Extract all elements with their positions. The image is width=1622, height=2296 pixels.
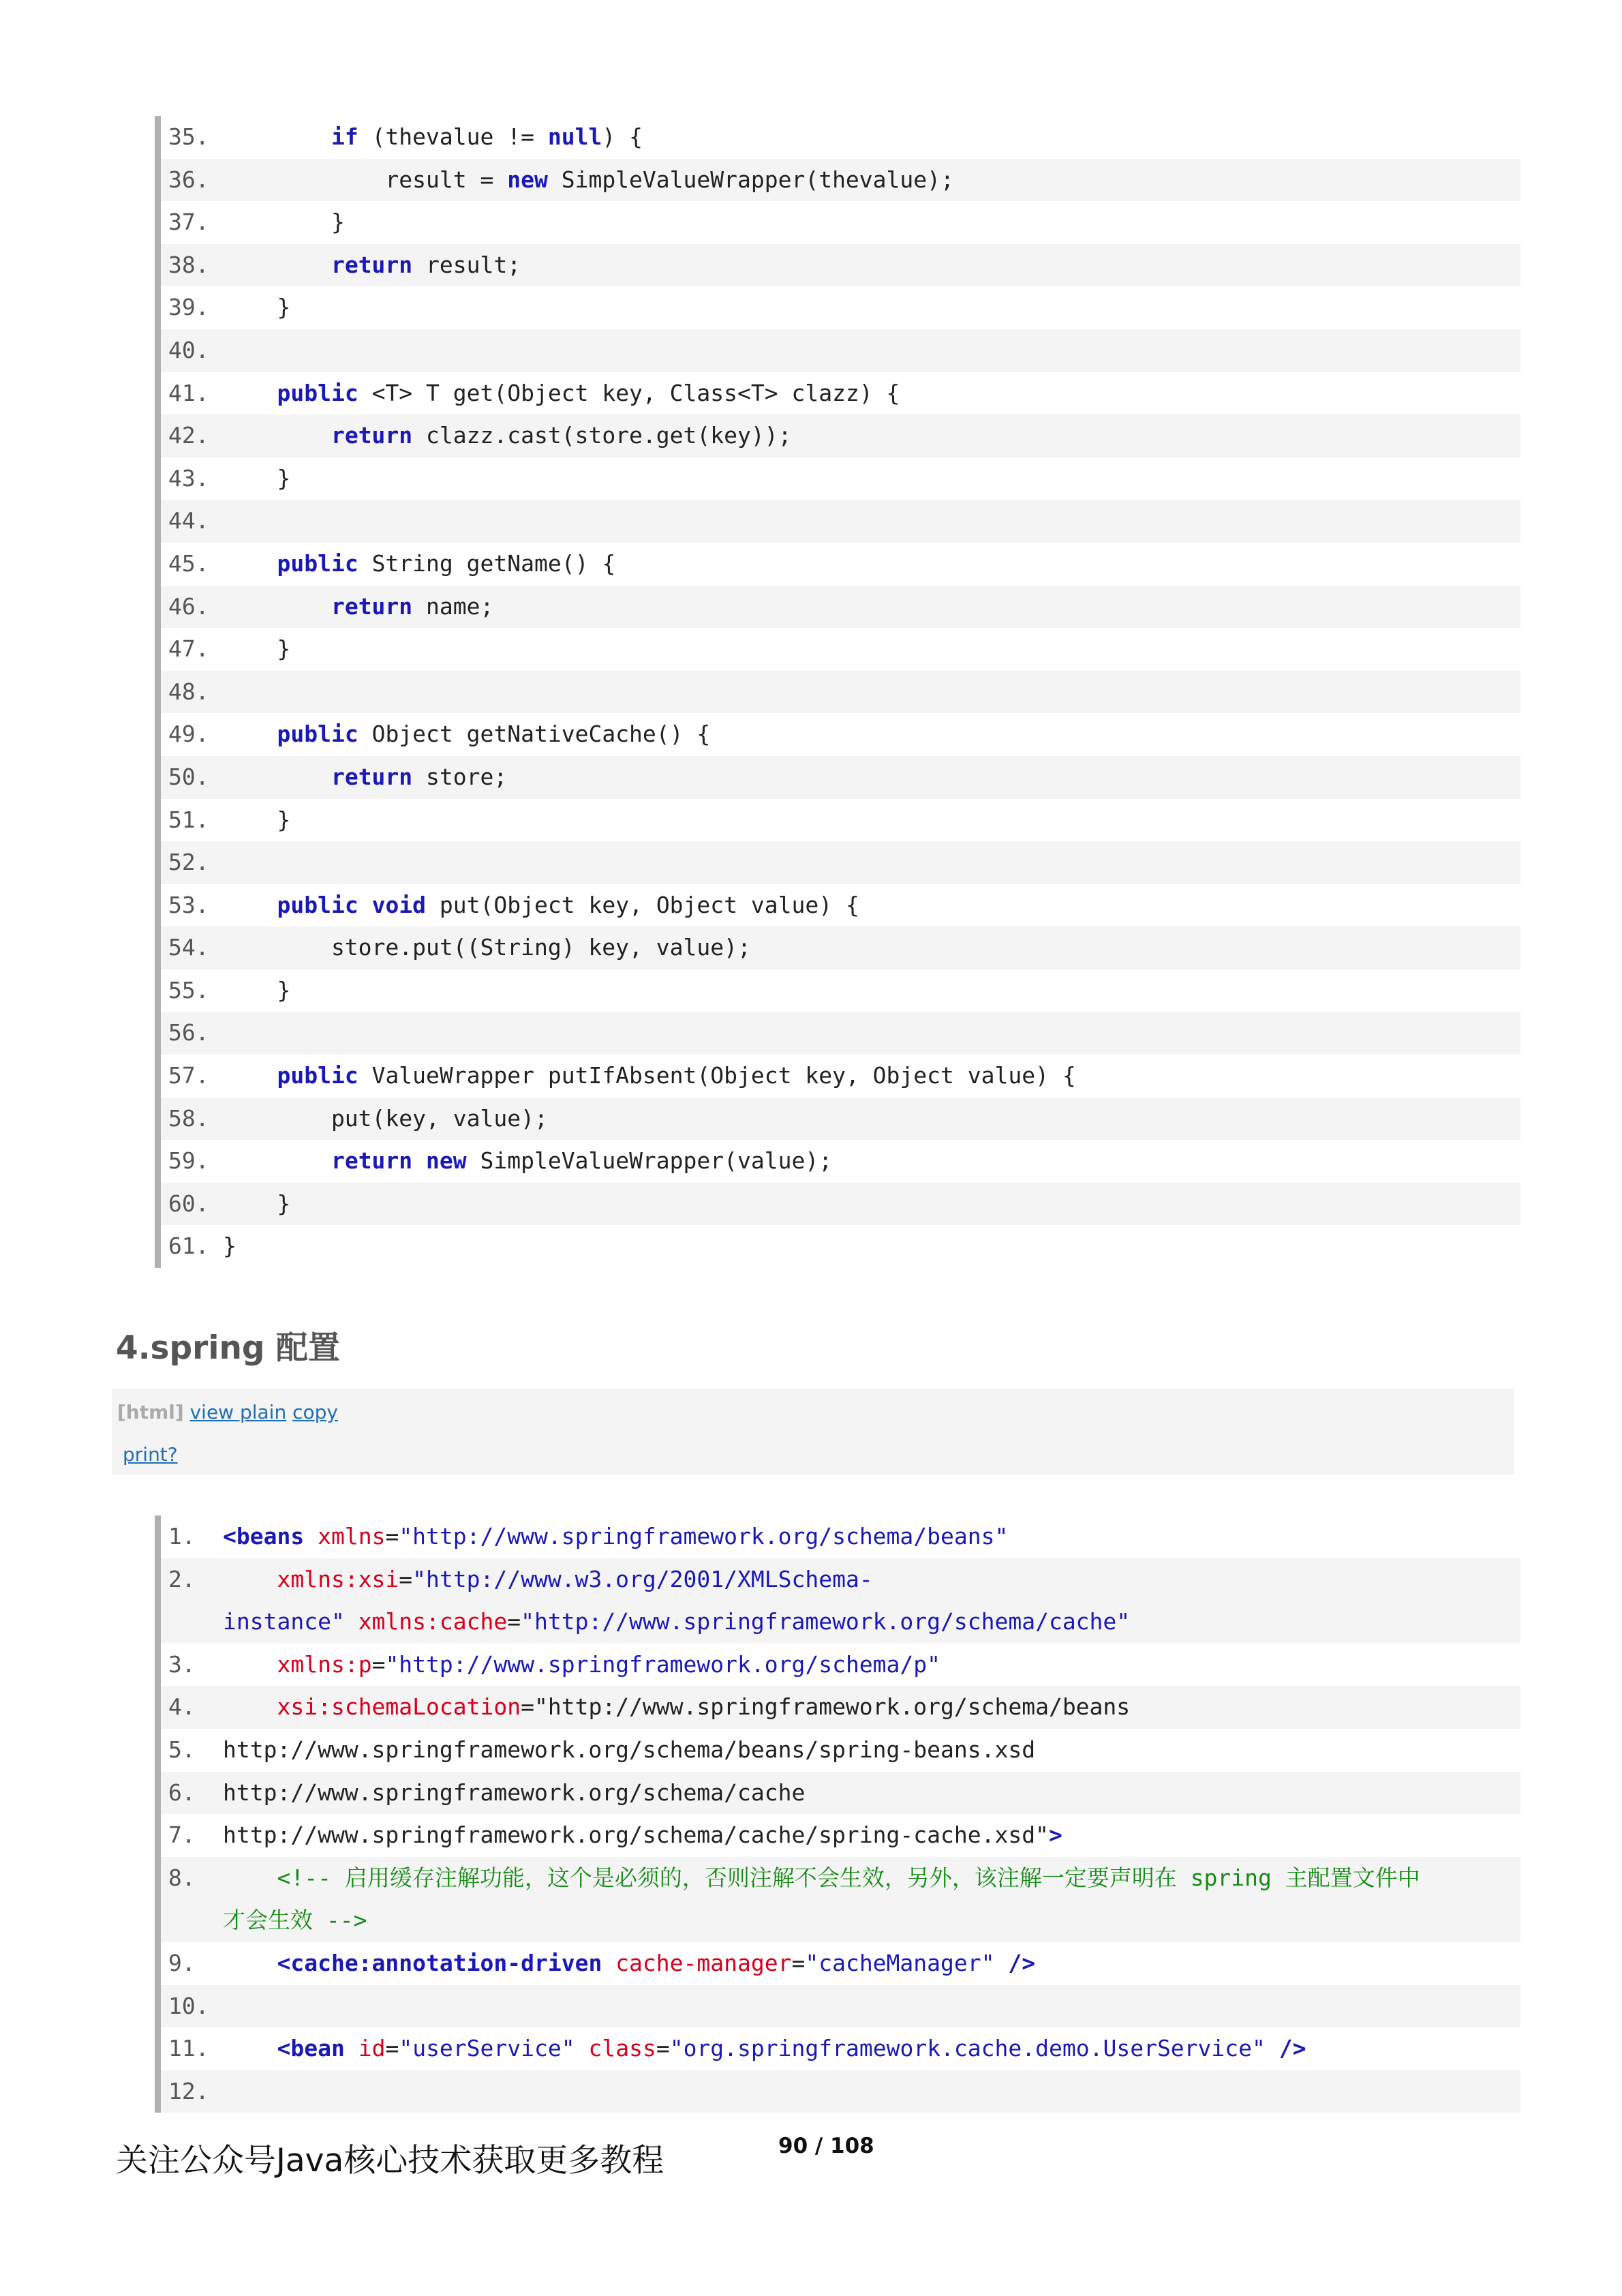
line-number: 61. (168, 1233, 209, 1260)
code-token: http://www.springframework.org/schema/beans/spring-beans.xsd (223, 1736, 1036, 1763)
code-token: 才会生效 --> (223, 1907, 367, 1934)
code-line (161, 1729, 1520, 1772)
code-token: } (223, 1190, 291, 1217)
code-text (223, 1729, 1520, 1772)
code-line-body (223, 457, 1520, 500)
code-line-body (223, 1140, 1520, 1183)
code-line-body (223, 1644, 1520, 1687)
code-token (223, 1651, 277, 1678)
code-token: return (331, 592, 413, 620)
code-line-body (223, 756, 1520, 799)
code-token: xmlns:p (277, 1650, 372, 1678)
code-line-body (223, 116, 1520, 159)
code-line-body (223, 1225, 1520, 1268)
code-line-body (223, 586, 1520, 629)
line-number: 6. (168, 1779, 196, 1806)
code-text (223, 1942, 1520, 1985)
code-token: new (507, 166, 548, 193)
code-text (223, 926, 1520, 969)
code-token: } (223, 1233, 236, 1260)
code-token: /> (1008, 1949, 1036, 1976)
code-token: ="http://www.springframework.org/schema/beans (521, 1693, 1131, 1721)
code-text (223, 1183, 1520, 1226)
line-number: 40. (168, 336, 209, 363)
code-token (223, 123, 331, 150)
code-line (161, 1814, 1520, 1857)
code-text (223, 799, 1520, 842)
print-link[interactable]: print? (123, 1443, 178, 1466)
code-line-body (223, 713, 1520, 756)
code-line-body (223, 201, 1520, 244)
line-number: 60. (168, 1190, 209, 1217)
code-token (602, 1950, 615, 1976)
code-token: } (223, 209, 345, 236)
code-token (223, 1864, 277, 1891)
code-token: "http://www.w3.org/2001/XMLSchema- (412, 1565, 873, 1592)
code-token: = (399, 1565, 413, 1592)
line-number: 10. (168, 1992, 209, 2019)
line-number: 36. (168, 166, 209, 193)
line-number: 12. (168, 2077, 209, 2104)
code-token (223, 422, 331, 449)
code-text (223, 1814, 1520, 1857)
code-token: = (791, 1949, 806, 1976)
code-token: store; (412, 763, 508, 790)
code-token (223, 721, 277, 747)
code-line-body (223, 926, 1520, 969)
code-line-body (223, 1814, 1520, 1857)
page-number: 90 / 108 (778, 2134, 874, 2158)
code-line-body (223, 884, 1520, 927)
code-token: ) { (602, 123, 643, 150)
code-line (161, 500, 1520, 543)
code-line-body (223, 543, 1520, 586)
code-line-body (223, 1055, 1520, 1098)
code-line-body (223, 2027, 1520, 2070)
code-token: <bean (277, 2035, 345, 2062)
code-token (223, 2035, 277, 2061)
code-text (223, 1225, 1520, 1268)
code-token: /> (1279, 2035, 1306, 2062)
code-text (223, 1055, 1520, 1098)
code-token: = (507, 1608, 521, 1635)
line-number: 38. (168, 251, 209, 278)
code-line (161, 884, 1520, 927)
code-text (223, 201, 1520, 244)
code-line-body (223, 286, 1520, 329)
code-token: xmlns:xsi (277, 1565, 399, 1592)
code-token (223, 1566, 277, 1592)
code-token: store.put((String) key, value); (223, 934, 751, 961)
code-token (1266, 2035, 1279, 2061)
code-token: http://www.springframework.org/schema/cache/spring-cache.xsd" (223, 1822, 1049, 1849)
code-token: null (547, 123, 602, 150)
code-line (161, 1183, 1520, 1226)
code-text (223, 969, 1520, 1012)
code-line (161, 1225, 1520, 1268)
code-token (345, 1608, 358, 1635)
code-text (223, 756, 1520, 799)
code-token (223, 1062, 277, 1089)
line-number: 52. (168, 849, 209, 876)
code-line (161, 586, 1520, 629)
line-number: 41. (168, 379, 209, 406)
code-token: "http://www.springframework.org/schema/p" (385, 1650, 941, 1678)
code-line (161, 841, 1520, 884)
code-line-body (223, 628, 1520, 671)
code-token: return (331, 1147, 413, 1175)
line-number: 51. (168, 806, 209, 833)
line-number: 44. (168, 507, 209, 534)
line-number: 37. (168, 209, 209, 236)
code-token (223, 380, 277, 406)
code-token: clazz.cast(store.get(key)); (412, 422, 792, 449)
toolbar-row-2 (123, 1443, 178, 1466)
code-line-body (223, 159, 1520, 202)
code-text (223, 1644, 1520, 1687)
code-token: <beans (223, 1523, 305, 1550)
code-line (161, 1098, 1520, 1141)
line-number: 56. (168, 1019, 209, 1046)
code-token (575, 2035, 589, 2061)
code-token: if (331, 123, 358, 150)
code-token: xmlns:cache (358, 1608, 508, 1635)
code-token: http://www.springframework.org/schema/cache (223, 1779, 806, 1806)
code-token: cache-manager (615, 1949, 792, 1976)
code-token: } (223, 294, 291, 321)
code-token: put(key, value); (223, 1104, 548, 1132)
code-line (161, 2027, 1520, 2070)
code-line (161, 159, 1520, 202)
code-line (161, 329, 1520, 372)
line-number: 8. (168, 1864, 196, 1891)
code-text (168, 1601, 1520, 1644)
code-line (161, 1985, 1520, 2028)
code-line (161, 1857, 1520, 1942)
code-line-body (223, 1942, 1520, 1985)
toolbar-lang-label: [html] (117, 1401, 184, 1423)
code-text (223, 372, 1520, 415)
line-number: 59. (168, 1147, 209, 1175)
code-token (223, 1147, 331, 1174)
code-line (161, 201, 1520, 244)
code-token (223, 892, 277, 918)
code-line (161, 969, 1520, 1012)
code-line (161, 1644, 1520, 1687)
code-token: public (277, 379, 358, 406)
code-token: Object getNativeCache() { (358, 721, 711, 748)
code-line (161, 1012, 1520, 1055)
code-text (223, 1515, 1520, 1558)
code-token: = (371, 1650, 386, 1678)
code-token: <cache:annotation-driven (277, 1949, 602, 1976)
line-number: 7. (168, 1822, 196, 1849)
code-token: class (588, 2035, 656, 2062)
code-line-body (223, 1686, 1520, 1729)
code-line-body (223, 244, 1520, 287)
code-token: = (385, 1523, 399, 1550)
code-token: SimpleValueWrapper(value); (466, 1147, 833, 1175)
code-token: ValueWrapper putIfAbsent(Object key, Object value) { (358, 1062, 1076, 1089)
code-line (161, 457, 1520, 500)
code-line-body (223, 799, 1520, 842)
code-token (223, 1693, 277, 1720)
code-token: xmlns (318, 1523, 386, 1550)
code-token (345, 2035, 358, 2061)
line-number: 39. (168, 294, 209, 321)
toolbar-row (117, 1401, 338, 1423)
line-number: 48. (168, 678, 209, 705)
code-line (161, 372, 1520, 415)
code-line (161, 1140, 1520, 1183)
line-number: 42. (168, 422, 209, 449)
code-line (161, 1515, 1520, 1558)
code-text (223, 457, 1520, 500)
code-token: String getName() { (358, 549, 616, 577)
code-text (223, 2027, 1520, 2070)
code-text (223, 1098, 1520, 1141)
line-number: 58. (168, 1104, 209, 1132)
line-number: 9. (168, 1949, 196, 1976)
code-token: result = (223, 166, 508, 193)
code-block-xml (155, 1515, 1520, 2113)
code-token (412, 1147, 426, 1174)
code-line (161, 244, 1520, 287)
code-text (223, 414, 1520, 457)
line-number: 43. (168, 464, 209, 492)
code-token: public (277, 891, 358, 918)
code-text (223, 586, 1520, 629)
code-line-body (223, 1098, 1520, 1141)
line-number: 11. (168, 2035, 209, 2062)
footer-text: 关注公众号Java核心技术获取更多教程 (116, 2142, 664, 2179)
code-token (223, 252, 331, 278)
line-number: 54. (168, 934, 209, 961)
code-token: "org.springframework.cache.demo.UserService" (669, 2035, 1266, 2062)
code-line (161, 1942, 1520, 1985)
copy-link[interactable]: copy (292, 1401, 338, 1423)
line-number: 47. (168, 635, 209, 663)
code-token: } (223, 806, 291, 833)
code-token: } (223, 464, 291, 492)
code-token: name; (412, 592, 494, 620)
code-token: } (223, 976, 291, 1003)
code-line-body (223, 1558, 1520, 1644)
line-number: 1. (168, 1523, 196, 1550)
code-line (161, 628, 1520, 671)
code-text (223, 1140, 1520, 1183)
code-line (161, 926, 1520, 969)
code-token: > (1048, 1822, 1062, 1849)
code-text (223, 1857, 1520, 1900)
code-text (223, 1558, 1520, 1601)
code-text (223, 543, 1520, 586)
code-token: return (331, 763, 413, 790)
code-token: result; (412, 251, 521, 278)
code-line (161, 543, 1520, 586)
line-number: 3. (168, 1650, 196, 1678)
code-text (223, 884, 1520, 927)
line-number: 2. (168, 1565, 196, 1592)
code-line-body (223, 1183, 1520, 1226)
code-token (995, 1950, 1009, 1976)
code-line (161, 286, 1520, 329)
line-number: 46. (168, 592, 209, 620)
section-title: 4.spring 配置 (116, 1329, 340, 1367)
code-token (223, 764, 331, 790)
code-line-body (223, 1515, 1520, 1558)
code-line-body (223, 1729, 1520, 1772)
code-line (161, 799, 1520, 842)
code-token (358, 892, 372, 918)
code-text (223, 244, 1520, 287)
code-token: public (277, 549, 358, 577)
line-number: 55. (168, 976, 209, 1003)
code-text (223, 1686, 1520, 1729)
code-token: <T> T get(Object key, Class<T> clazz) { (358, 379, 900, 406)
code-token: SimpleValueWrapper(thevalue); (547, 166, 954, 193)
code-token: return (331, 251, 413, 278)
line-number: 57. (168, 1062, 209, 1089)
code-token: <!-- 启用缓存注解功能，这个是必须的，否则注解不会生效，另外，该注解一定要声明在 spring 主配置文件中 (277, 1864, 1420, 1891)
line-number: 45. (168, 549, 209, 577)
code-line (161, 1772, 1520, 1815)
code-token: "cacheManager" (805, 1949, 995, 1976)
line-number: 4. (168, 1693, 196, 1721)
code-text (223, 286, 1520, 329)
code-token: = (656, 2035, 670, 2062)
line-number: 53. (168, 891, 209, 918)
code-line-body (223, 414, 1520, 457)
view-plain-link[interactable]: view plain (189, 1401, 287, 1423)
code-line (161, 1686, 1520, 1729)
code-text (223, 116, 1520, 159)
code-token (223, 550, 277, 577)
code-token: = (385, 2035, 399, 2062)
code-token: public (277, 721, 358, 748)
code-token: } (223, 635, 291, 663)
code-token (304, 1523, 318, 1550)
code-line (161, 713, 1520, 756)
code-text (223, 628, 1520, 671)
code-text (223, 713, 1520, 756)
code-token: xsi:schemaLocation (277, 1693, 521, 1721)
line-number: 35. (168, 123, 209, 150)
code-token: new (426, 1147, 467, 1175)
code-token (223, 593, 331, 620)
code-line-body (223, 1772, 1520, 1815)
code-block-java (155, 116, 1520, 1268)
line-number: 49. (168, 721, 209, 748)
code-token: public (277, 1062, 358, 1089)
code-token (223, 1950, 277, 1976)
code-line (161, 2070, 1520, 2113)
code-line-body (223, 372, 1520, 415)
code-token: void (371, 891, 427, 918)
code-line (161, 671, 1520, 714)
line-number: 50. (168, 763, 209, 790)
code-line-body (223, 969, 1520, 1012)
code-line-body (223, 1857, 1520, 1942)
code-text (223, 159, 1520, 202)
code-toolbar (112, 1389, 1514, 1475)
line-number: 5. (168, 1736, 196, 1763)
code-text (168, 1899, 1520, 1942)
code-token: "http://www.springframework.org/schema/beans" (399, 1523, 1009, 1550)
code-line (161, 1558, 1520, 1644)
code-token: "http://www.springframework.org/schema/cache" (521, 1608, 1131, 1635)
code-token: instance" (223, 1608, 345, 1635)
code-token: "userService" (399, 2035, 575, 2062)
code-line (161, 116, 1520, 159)
code-token: return (331, 422, 413, 449)
code-line (161, 756, 1520, 799)
code-token: put(Object key, Object value) { (426, 891, 859, 918)
code-token: id (358, 2035, 386, 2062)
code-line (161, 1055, 1520, 1098)
code-text (223, 1772, 1520, 1815)
code-line (161, 414, 1520, 457)
code-token: (thevalue != (358, 123, 548, 150)
